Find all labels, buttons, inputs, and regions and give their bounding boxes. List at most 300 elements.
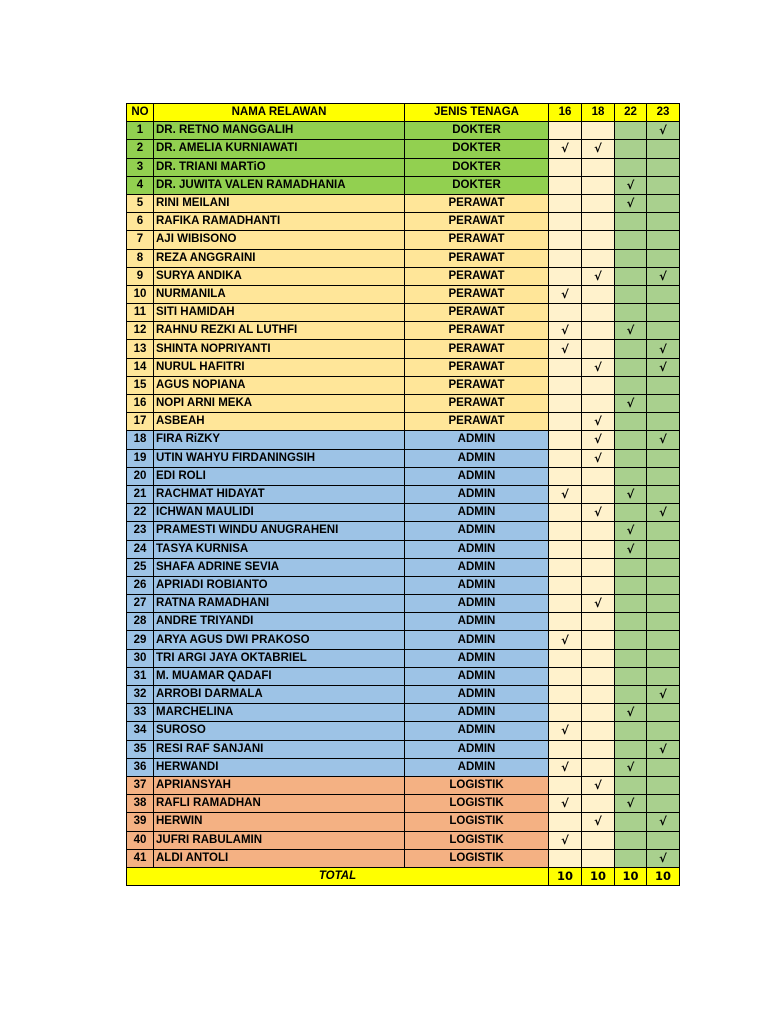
staff-type: PERAWAT [405,285,549,303]
volunteer-name: RINI MEILANI [154,194,405,212]
day-cell-18 [582,376,615,394]
day-cell-16 [549,613,582,631]
row-number: 27 [127,595,154,613]
header-day-22: 22 [615,104,647,122]
day-cell-16 [549,158,582,176]
day-cell-22 [615,431,647,449]
day-cell-22 [615,140,647,158]
day-cell-16 [549,667,582,685]
volunteer-name: HERWANDI [154,758,405,776]
day-cell-23 [647,795,680,813]
day-cell-23 [647,758,680,776]
header-day-18: 18 [582,104,615,122]
volunteer-name: SHAFA ADRINE SEVIA [154,558,405,576]
volunteer-name: AGUS NOPIANA [154,376,405,394]
day-cell-18 [582,122,615,140]
day-cell-18 [582,686,615,704]
day-cell-18 [582,485,615,503]
staff-type: ADMIN [405,576,549,594]
staff-type: PERAWAT [405,413,549,431]
staff-type: PERAWAT [405,231,549,249]
volunteer-name: SUROSO [154,722,405,740]
day-cell-16 [549,249,582,267]
check-mark-icon: √ [549,340,582,358]
day-cell-16 [549,213,582,231]
day-cell-22 [615,613,647,631]
table-row [127,595,680,613]
staff-type: DOKTER [405,140,549,158]
staff-type: ADMIN [405,595,549,613]
day-cell-16 [549,776,582,794]
check-mark-icon: √ [582,449,615,467]
total-day-22: 10 [615,867,647,885]
volunteer-name: NURUL HAFITRI [154,358,405,376]
check-mark-icon: √ [615,395,647,413]
staff-type: ADMIN [405,485,549,503]
day-cell-18 [582,467,615,485]
row-number: 29 [127,631,154,649]
volunteer-name: SITI HAMIDAH [154,304,405,322]
day-cell-23 [647,704,680,722]
row-number: 18 [127,431,154,449]
staff-type: LOGISTIK [405,776,549,794]
row-number: 36 [127,758,154,776]
day-cell-22 [615,722,647,740]
day-cell-23 [647,522,680,540]
check-mark-icon: √ [647,340,680,358]
staff-type: ADMIN [405,722,549,740]
staff-type: DOKTER [405,122,549,140]
day-cell-22 [615,213,647,231]
day-cell-16 [549,395,582,413]
volunteer-name: APRIANSYAH [154,776,405,794]
day-cell-16 [549,231,582,249]
table-row [127,140,680,158]
day-cell-16 [549,576,582,594]
table-row [127,485,680,503]
table-row [127,613,680,631]
staff-type: PERAWAT [405,358,549,376]
table-row [127,376,680,394]
staff-type: LOGISTIK [405,849,549,867]
table-row [127,431,680,449]
table-row [127,231,680,249]
day-cell-23 [647,413,680,431]
row-number: 19 [127,449,154,467]
day-cell-22 [615,813,647,831]
check-mark-icon: √ [647,813,680,831]
day-cell-16 [549,504,582,522]
table-row [127,340,680,358]
day-cell-23 [647,576,680,594]
check-mark-icon: √ [582,431,615,449]
row-number: 2 [127,140,154,158]
volunteer-name: DR. JUWITA VALEN RAMADHANIA [154,176,405,194]
day-cell-22 [615,231,647,249]
day-cell-16 [549,740,582,758]
volunteer-name: RAHNU REZKI AL LUTHFI [154,322,405,340]
check-mark-icon: √ [549,322,582,340]
day-cell-23 [647,722,680,740]
day-cell-22 [615,267,647,285]
day-cell-22 [615,649,647,667]
volunteer-name: DR. TRIANI MARTiO [154,158,405,176]
check-mark-icon: √ [549,831,582,849]
check-mark-icon: √ [549,485,582,503]
staff-type: DOKTER [405,158,549,176]
table-row [127,704,680,722]
day-cell-23 [647,776,680,794]
day-cell-18 [582,158,615,176]
staff-type: PERAWAT [405,304,549,322]
check-mark-icon: √ [615,522,647,540]
row-number: 33 [127,704,154,722]
day-cell-23 [647,249,680,267]
table-row [127,722,680,740]
row-number: 37 [127,776,154,794]
row-number: 31 [127,667,154,685]
day-cell-16 [549,595,582,613]
check-mark-icon: √ [582,358,615,376]
table-row [127,576,680,594]
day-cell-23 [647,449,680,467]
staff-type: ADMIN [405,740,549,758]
check-mark-icon: √ [615,176,647,194]
table-row [127,776,680,794]
day-cell-22 [615,776,647,794]
staff-type: PERAWAT [405,376,549,394]
day-cell-16 [549,704,582,722]
staff-type: PERAWAT [405,395,549,413]
day-cell-23 [647,158,680,176]
day-cell-16 [549,376,582,394]
day-cell-22 [615,558,647,576]
table-row [127,558,680,576]
staff-type: PERAWAT [405,249,549,267]
check-mark-icon: √ [582,776,615,794]
staff-type: PERAWAT [405,267,549,285]
table-row [127,176,680,194]
volunteer-name: UTIN WAHYU FIRDANINGSIH [154,449,405,467]
row-number: 22 [127,504,154,522]
check-mark-icon: √ [549,140,582,158]
volunteer-name: TASYA KURNISA [154,540,405,558]
table-row [127,540,680,558]
day-cell-18 [582,322,615,340]
table-row [127,449,680,467]
check-mark-icon: √ [647,431,680,449]
day-cell-18 [582,576,615,594]
staff-type: ADMIN [405,667,549,685]
volunteer-name: ARROBI DARMALA [154,686,405,704]
day-cell-22 [615,449,647,467]
check-mark-icon: √ [582,813,615,831]
total-label: TOTAL [127,867,549,885]
volunteer-name: RAFIKA RAMADHANTI [154,213,405,231]
staff-type: ADMIN [405,449,549,467]
row-number: 6 [127,213,154,231]
volunteer-name: PRAMESTI WINDU ANUGRAHENI [154,522,405,540]
day-cell-16 [549,849,582,867]
row-number: 8 [127,249,154,267]
day-cell-23 [647,540,680,558]
check-mark-icon: √ [549,722,582,740]
day-cell-22 [615,631,647,649]
day-cell-18 [582,213,615,231]
day-cell-16 [549,467,582,485]
row-number: 10 [127,285,154,303]
row-number: 3 [127,158,154,176]
table-row [127,249,680,267]
volunteer-name: AJI WIBISONO [154,231,405,249]
day-cell-16 [549,649,582,667]
day-cell-18 [582,613,615,631]
day-cell-18 [582,649,615,667]
volunteer-name: DR. RETNO MANGGALIH [154,122,405,140]
staff-type: ADMIN [405,631,549,649]
day-cell-18 [582,795,615,813]
volunteer-name: NURMANILA [154,285,405,303]
row-number: 14 [127,358,154,376]
table-row [127,795,680,813]
day-cell-23 [647,467,680,485]
day-cell-16 [549,449,582,467]
day-cell-18 [582,340,615,358]
staff-type: ADMIN [405,467,549,485]
day-cell-18 [582,758,615,776]
table-row [127,831,680,849]
day-cell-23 [647,395,680,413]
staff-type: ADMIN [405,540,549,558]
day-cell-22 [615,358,647,376]
check-mark-icon: √ [647,849,680,867]
row-number: 35 [127,740,154,758]
day-cell-16 [549,304,582,322]
volunteer-name: RESI RAF SANJANI [154,740,405,758]
day-cell-18 [582,231,615,249]
row-number: 1 [127,122,154,140]
day-cell-23 [647,140,680,158]
volunteer-name: RATNA RAMADHANI [154,595,405,613]
day-cell-16 [549,813,582,831]
row-number: 34 [127,722,154,740]
day-cell-18 [582,249,615,267]
volunteer-name: JUFRI RABULAMIN [154,831,405,849]
row-number: 23 [127,522,154,540]
check-mark-icon: √ [582,504,615,522]
total-day-16: 10 [549,867,582,885]
staff-type: ADMIN [405,758,549,776]
volunteer-name: DR. AMELIA KURNIAWATI [154,140,405,158]
row-number: 39 [127,813,154,831]
row-number: 32 [127,686,154,704]
volunteer-name: NOPI ARNI MEKA [154,395,405,413]
check-mark-icon: √ [647,358,680,376]
day-cell-18 [582,285,615,303]
staff-type: PERAWAT [405,213,549,231]
volunteer-name: APRIADI ROBIANTO [154,576,405,594]
table-row [127,285,680,303]
staff-type: ADMIN [405,522,549,540]
staff-type: ADMIN [405,649,549,667]
day-cell-16 [549,358,582,376]
day-cell-23 [647,194,680,212]
check-mark-icon: √ [615,540,647,558]
day-cell-18 [582,194,615,212]
table-row [127,686,680,704]
row-number: 21 [127,485,154,503]
check-mark-icon: √ [647,122,680,140]
table-row [127,631,680,649]
check-mark-icon: √ [549,758,582,776]
total-row [127,867,680,885]
table-row [127,322,680,340]
check-mark-icon: √ [549,631,582,649]
row-number: 7 [127,231,154,249]
day-cell-23 [647,176,680,194]
check-mark-icon: √ [647,740,680,758]
table-row [127,358,680,376]
staff-type: ADMIN [405,504,549,522]
table-row [127,504,680,522]
row-number: 11 [127,304,154,322]
day-cell-23 [647,213,680,231]
staff-type: ADMIN [405,686,549,704]
day-cell-16 [549,413,582,431]
check-mark-icon: √ [615,485,647,503]
day-cell-18 [582,176,615,194]
check-mark-icon: √ [615,704,647,722]
staff-type: ADMIN [405,613,549,631]
day-cell-16 [549,686,582,704]
table-row [127,649,680,667]
header-name: NAMA RELAWAN [154,104,405,122]
header-no: NO [127,104,154,122]
volunteer-name: SURYA ANDIKA [154,267,405,285]
table-row [127,194,680,212]
day-cell-16 [549,176,582,194]
day-cell-23 [647,231,680,249]
day-cell-22 [615,849,647,867]
row-number: 30 [127,649,154,667]
staff-type: LOGISTIK [405,831,549,849]
check-mark-icon: √ [615,795,647,813]
day-cell-18 [582,395,615,413]
table-row [127,849,680,867]
day-cell-22 [615,740,647,758]
day-cell-22 [615,576,647,594]
volunteer-name: ASBEAH [154,413,405,431]
row-number: 24 [127,540,154,558]
day-cell-22 [615,158,647,176]
row-number: 13 [127,340,154,358]
staff-type: PERAWAT [405,340,549,358]
day-cell-18 [582,522,615,540]
check-mark-icon: √ [615,194,647,212]
day-cell-16 [549,431,582,449]
row-number: 15 [127,376,154,394]
day-cell-23 [647,649,680,667]
staff-type: PERAWAT [405,322,549,340]
table-body [127,122,680,868]
staff-type: LOGISTIK [405,813,549,831]
day-cell-16 [549,522,582,540]
header-type: JENIS TENAGA [405,104,549,122]
table-row [127,740,680,758]
table-row [127,395,680,413]
volunteer-name: ANDRE TRIYANDI [154,613,405,631]
row-number: 41 [127,849,154,867]
day-cell-23 [647,595,680,613]
day-cell-16 [549,122,582,140]
check-mark-icon: √ [582,267,615,285]
row-number: 12 [127,322,154,340]
check-mark-icon: √ [647,686,680,704]
day-cell-23 [647,558,680,576]
check-mark-icon: √ [582,413,615,431]
row-number: 28 [127,613,154,631]
table-row [127,522,680,540]
row-number: 38 [127,795,154,813]
table-row [127,667,680,685]
row-number: 17 [127,413,154,431]
day-cell-18 [582,304,615,322]
day-cell-23 [647,613,680,631]
table-row [127,267,680,285]
volunteer-name: FIRA RiZKY [154,431,405,449]
day-cell-16 [549,540,582,558]
day-cell-22 [615,340,647,358]
day-cell-22 [615,667,647,685]
volunteer-name: EDI ROLI [154,467,405,485]
volunteer-name: RAFLI RAMADHAN [154,795,405,813]
day-cell-23 [647,485,680,503]
staff-type: PERAWAT [405,194,549,212]
volunteer-schedule-table [126,103,680,886]
total-day-23: 10 [647,867,680,885]
day-cell-22 [615,285,647,303]
day-cell-23 [647,285,680,303]
row-number: 5 [127,194,154,212]
day-cell-18 [582,540,615,558]
check-mark-icon: √ [647,504,680,522]
day-cell-16 [549,194,582,212]
row-number: 40 [127,831,154,849]
day-cell-22 [615,831,647,849]
day-cell-18 [582,722,615,740]
day-cell-18 [582,849,615,867]
volunteer-name: ARYA AGUS DWI PRAKOSO [154,631,405,649]
volunteer-name: ALDI ANTOLI [154,849,405,867]
table-row [127,758,680,776]
volunteer-name: HERWIN [154,813,405,831]
check-mark-icon: √ [549,285,582,303]
volunteer-name: ICHWAN MAULIDI [154,504,405,522]
row-number: 26 [127,576,154,594]
day-cell-23 [647,376,680,394]
day-cell-22 [615,249,647,267]
table-row [127,213,680,231]
staff-type: ADMIN [405,431,549,449]
volunteer-name: M. MUAMAR QADAFI [154,667,405,685]
day-cell-22 [615,122,647,140]
volunteer-name: MARCHELINA [154,704,405,722]
header-row [127,104,680,122]
day-cell-23 [647,322,680,340]
header-day-23: 23 [647,104,680,122]
day-cell-22 [615,376,647,394]
check-mark-icon: √ [582,595,615,613]
